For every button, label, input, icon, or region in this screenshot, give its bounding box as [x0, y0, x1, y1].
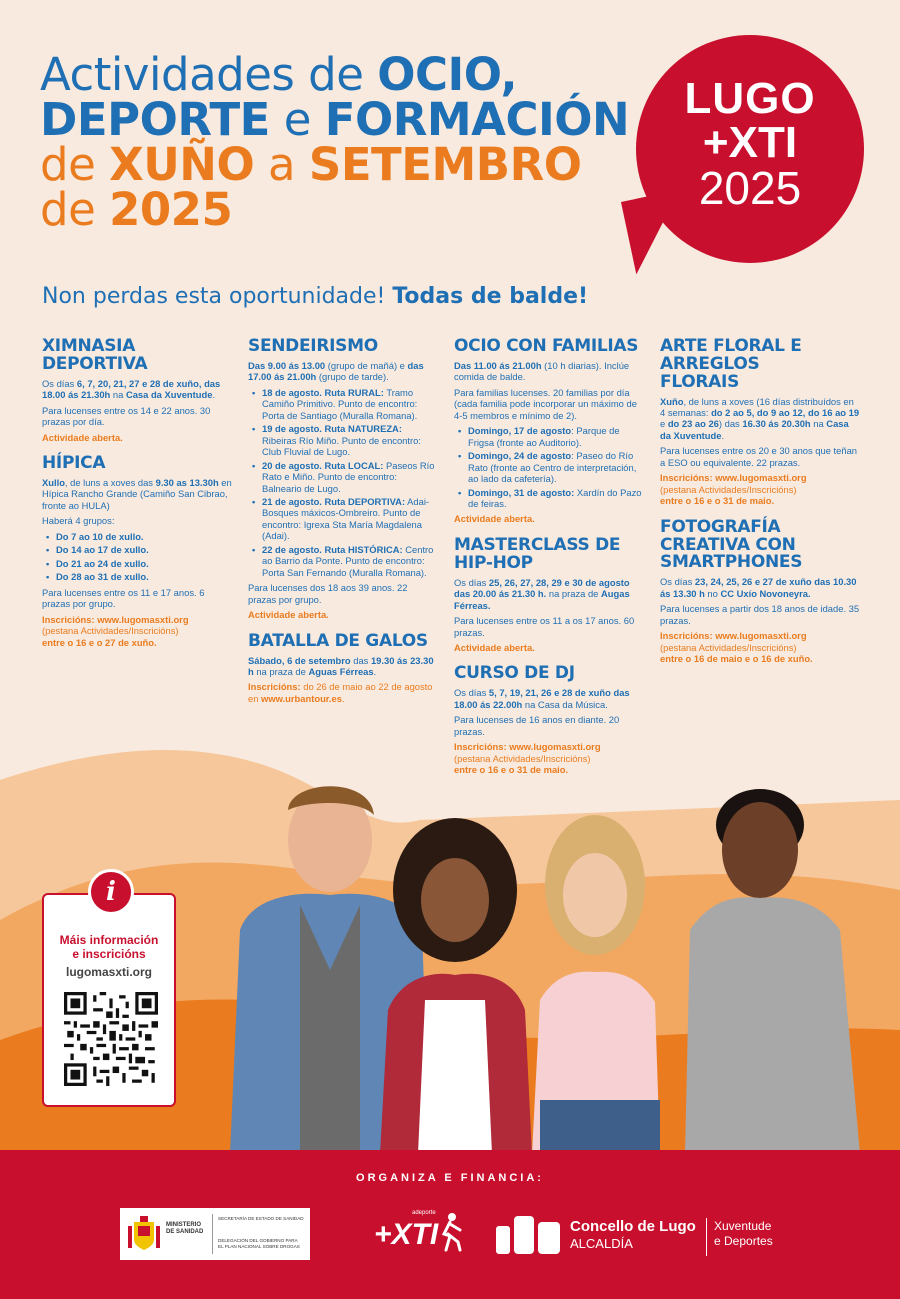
text-bold: Xuño: [660, 395, 684, 407]
activity-schedule: [42, 378, 232, 401]
text-bold: das 17.00 ás 21.00h: [248, 359, 424, 383]
text: Os días: [454, 687, 489, 699]
headline-text: de: [40, 138, 110, 191]
list-item: [454, 450, 644, 484]
coat-of-arms-icon: [128, 1216, 160, 1252]
text-bold: 18 de agosto. Ruta RURAL:: [262, 386, 384, 398]
text-bold: Das 9.00 ás 13.00: [248, 359, 326, 371]
headline-text: e: [269, 93, 325, 146]
text-bold: 19 de agosto. Ruta NATUREZA:: [262, 423, 402, 435]
activity-registration: [42, 614, 232, 648]
badge-line-3: 2025: [698, 162, 802, 214]
text: .: [373, 666, 377, 677]
text: Os días: [660, 576, 695, 588]
activities-column-4: [660, 338, 860, 677]
text-bold: 25, 26, 27, 28, 29 e 30 de agosto das 20.00 ás 21.30 h.: [454, 576, 630, 600]
registration-link[interactable]: Inscricións: www.lugomasxti.org: [660, 630, 807, 642]
headline-line-4: [40, 183, 640, 236]
registration-link[interactable]: www.urbantour.es: [261, 692, 342, 704]
text: Adai-Bosques máxicos-Ombreiro. Punto de encontro: Igrexa Sta María Magdalena (Adai).: [262, 496, 430, 542]
headline-line-3: [40, 138, 640, 191]
text-bold: Das 11.00 ás 21.00h: [454, 359, 542, 371]
list-item: [248, 423, 438, 457]
text: Ribeiras Río Miño. Punto de encontro: Club Fluvial de Lugo.: [262, 434, 421, 458]
runner-icon: [436, 1212, 464, 1252]
xti-logo-small: adeporte: [412, 1210, 436, 1216]
registration-link[interactable]: Inscricións: www.lugomasxti.org: [42, 613, 189, 625]
activity-open-note: Actividade aberta.: [454, 641, 535, 653]
activity-audience: Para lucenses entre os 11 e 17 anos. 6 prazas por grupo.: [42, 586, 205, 610]
activity-batalla-galos: [248, 630, 438, 705]
headline-bold: 2025: [109, 183, 233, 236]
department-line-1: Xuventude: [714, 1219, 772, 1233]
activity-schedule: [660, 396, 860, 442]
text: (pestana Actividades/Inscricións): [660, 641, 797, 653]
text: Os días: [454, 576, 489, 588]
text-bold: Casa da Xuventude: [660, 418, 849, 441]
activity-title: SENDEIRISMO: [248, 336, 378, 356]
activity-title: BATALLA DE GALOS: [248, 630, 428, 651]
info-heading: Máis información e inscricións: [59, 933, 159, 962]
activity-title: ARTE FLORAL E ARREGLOS FLORAIS: [660, 336, 802, 392]
tagline: [42, 284, 588, 309]
headline-bold: OCIO,: [377, 48, 518, 101]
concello-name: Concello de Lugo: [570, 1218, 696, 1235]
alcaldia-label: ALCALDÍA: [570, 1236, 633, 1251]
text: do 26 de maio ao 22 de agosto en: [248, 681, 433, 704]
list-item: [248, 496, 438, 542]
activity-ocio-familias: [454, 338, 644, 525]
info-box: [42, 877, 176, 1107]
tagline-bold: Todas de balde!: [392, 284, 589, 309]
registration-link[interactable]: Inscricións: www.lugomasxti.org: [454, 741, 601, 753]
text: na praza de: [253, 666, 309, 677]
text: na Casa da Música.: [522, 698, 608, 710]
text: e: [660, 418, 668, 430]
text-bold: 16.30 ás 20.30h: [742, 418, 811, 430]
text-bold: entre o 16 e o 27 de xuño.: [42, 636, 157, 648]
text-bold: Inscricións:: [248, 681, 301, 693]
activities-column-1: [42, 338, 232, 660]
text-bold: 20 de agosto. Ruta LOCAL:: [262, 459, 384, 471]
info-website-link[interactable]: lugomasxti.org: [65, 965, 152, 979]
headline-bold: SETEMBRO: [308, 138, 582, 191]
divider: [212, 1214, 213, 1254]
activity-fotografia: [660, 516, 860, 665]
headline-line-2: [40, 93, 640, 146]
badge-line-2: +XTI: [702, 118, 798, 167]
activity-open-note: Actividade aberta.: [42, 431, 123, 443]
headline-text: a: [254, 138, 309, 191]
person-3: [532, 815, 660, 1154]
xti-logo: [374, 1208, 464, 1262]
ministry-name: MINISTERIO DE SANIDAD: [166, 1222, 204, 1236]
activity-title: OCIO CON FAMILIAS: [454, 336, 639, 356]
activity-audience: Para lucenses a partir dos 18 anos de idade. 35 prazas.: [660, 603, 860, 626]
list-item: [248, 460, 438, 494]
text-bold: entre o 16 de maio e o 16 de xuño.: [660, 653, 813, 665]
activity-audience: Para lucenses de 16 anos en diante. 20 prazas.: [454, 714, 620, 737]
text: Xardín do Pazo de feiras.: [468, 486, 642, 509]
list-item: [248, 387, 438, 421]
activity-title: XIMNASIA DEPORTIVA: [42, 336, 148, 374]
info-icon: i: [88, 869, 134, 915]
activity-title: CURSO DE DJ: [454, 663, 575, 684]
activities-column-3: [454, 338, 644, 788]
activity-registration: [660, 472, 860, 506]
activity-schedule: [660, 576, 860, 599]
text-bold: Xullo: [42, 476, 65, 488]
badge-text: [636, 74, 864, 214]
text: en Hípica Rancho Grande (Camiño San Cibrao, fronte ao HULA): [42, 476, 232, 511]
activity-schedule: [248, 655, 438, 678]
text: Centro ao Barrio da Ponte. Punto de encontro: Porta San Fernando (Muralla Romana).: [262, 543, 434, 578]
text-bold: Domingo, 17 de agosto: [468, 425, 572, 437]
text-bold: Casa da Xuventude: [125, 389, 213, 401]
activity-ximnasia: [42, 338, 232, 443]
days-list: [454, 425, 644, 509]
list-item: • Do 14 ao 17 de xullo.: [42, 544, 232, 555]
list-item: • Do 28 ao 31 de xullo.: [42, 571, 232, 582]
lugo-xti-badge: [628, 35, 864, 271]
text-bold: 5, 7, 19, 21, 26 e 28 de xuño das 18.00 ás 22.00h: [454, 687, 630, 710]
activity-title: MASTERCLASS DE HIP-HOP: [454, 534, 621, 573]
text: (grupo de mañá) e: [325, 359, 408, 371]
activity-title: FOTOGRAFÍA CREATIVA CON SMARTPHONES: [660, 516, 803, 573]
activity-hipica: [42, 455, 232, 648]
organizers-label: ORGANIZA E FINANCIA:: [356, 1172, 544, 1184]
text-bold: 6, 7, 20, 21, 27 e 28 de xuño, das 18.00 ás 21.30h: [42, 377, 221, 401]
tagline-text: Non perdas esta oportunidade!: [42, 284, 393, 309]
ministry-sub-2: DELEGACIÓN DEL GOBIERNO PARA EL PLAN NACIONAL SOBRE DROGAS: [218, 1238, 300, 1249]
text-bold: Domingo, 31 de agosto:: [468, 486, 575, 498]
text-bold: entre o 16 e o 31 de maio.: [454, 764, 569, 776]
city-wall-icon: [494, 1212, 564, 1262]
ministry-logo: [120, 1208, 310, 1260]
text: na: [810, 418, 827, 430]
registration-link[interactable]: Inscricións: www.lugomasxti.org: [660, 472, 807, 484]
activity-hiphop: [454, 534, 644, 654]
activity-sendeirismo: [248, 338, 438, 621]
text: (10 h diarias). Inclúe comida de balde.: [454, 359, 630, 383]
activity-schedule: [454, 360, 644, 383]
young-people-photo: [210, 770, 900, 1154]
badge-line-1: LUGO: [684, 74, 816, 123]
activity-registration: [248, 681, 438, 704]
activity-arte-floral: [660, 338, 860, 507]
text: na: [110, 389, 126, 401]
text: .: [212, 389, 216, 401]
department-label: [714, 1219, 773, 1249]
text-bold: CC Uxío Novoneyra.: [720, 587, 811, 599]
footer: [0, 1150, 900, 1299]
text: : Paseo do Río Rato (fronte ao Centro de interpretación, ao lado da cafetería).: [468, 450, 637, 485]
list-item: [454, 487, 644, 510]
text: , de luns a xoves das: [64, 476, 156, 488]
activity-schedule: [454, 577, 644, 611]
text-bold: 19.30 ás 23.30 h: [248, 654, 434, 677]
list-item: • Do 21 ao 24 de xullo.: [42, 558, 232, 569]
text: : Parque de Frigsa (fronte ao Auditorio).: [468, 425, 620, 448]
hipica-groups-list: [42, 531, 232, 583]
ministry-sub-1: SECRETARÍA DE ESTADO DE SANIDAD: [218, 1216, 304, 1221]
text: (pestana Actividades/Inscricións): [42, 625, 179, 637]
text-bold: 9.30 as 13.30h: [155, 476, 219, 488]
headline-bold: DEPORTE: [40, 93, 270, 146]
list-item: • Do 7 ao 10 de xullo.: [42, 531, 232, 542]
activity-schedule: [42, 477, 232, 511]
concello-lugo-logo: [494, 1212, 794, 1262]
headline-line-1: [40, 48, 640, 101]
activity-schedule: [454, 687, 644, 710]
headline-text: Actividades de: [40, 48, 378, 101]
routes-list: [248, 387, 438, 579]
text-bold: 23, 24, 25, 26 e 27 de xuño das 10.30 ás 13.30 h: [660, 576, 857, 599]
text-bold: Domingo, 24 de agosto: [468, 450, 572, 462]
text: ) das: [718, 418, 743, 430]
list-item: [248, 544, 438, 578]
text-bold: Sábado, 6 de setembro: [248, 654, 351, 666]
activity-schedule: [248, 360, 438, 383]
headline-bold: FORMACIÓN: [324, 93, 630, 146]
text-bold: entre o 16 e o 31 de maio.: [660, 495, 775, 507]
headline-bold: XUÑO: [109, 138, 255, 191]
activity-audience: Para lucenses entre os 14 e 22 anos. 30 prazas por día.: [42, 404, 211, 428]
headline-text: de: [40, 183, 110, 236]
text-bold: do 23 ao 26: [667, 418, 719, 430]
activity-open-note: Actividade aberta.: [248, 609, 329, 621]
text: (grupo de tarde).: [316, 371, 389, 383]
person-4: [685, 789, 860, 1154]
list-item: [454, 425, 644, 448]
activity-registration: [660, 630, 860, 664]
text: .: [721, 429, 725, 441]
text: Tramo Camiño Primitivo. Punto de encontro: Porta de Santiago (Muralla Romana).: [262, 386, 418, 421]
text: das: [350, 654, 371, 666]
department-line-2: e Deportes: [714, 1234, 773, 1248]
text: , de luns a xoves (16 días distribuídos en 4 semanas:: [660, 395, 854, 418]
qr-code[interactable]: [64, 992, 158, 1086]
text: na praza de: [546, 588, 601, 600]
activities-column-2: [248, 338, 438, 716]
text: (pestana Actividades/Inscricións): [660, 483, 797, 495]
text-bold: Augas Férreas.: [454, 588, 630, 611]
activity-groups-intro: Haberá 4 grupos:: [42, 515, 115, 527]
headline: [40, 48, 640, 236]
xti-logo-text: +XTI: [374, 1218, 439, 1251]
activity-title: HÍPICA: [42, 453, 106, 474]
activity-audience: Para lucenses entre os 20 e 30 anos que teñan a ESO ou equivalente. 22 prazas.: [660, 445, 858, 468]
activity-audience: Para familias lucenses. 20 familias por día (cada familia pode incorporar un máximo de 4-5 membros e mínimo de 2).: [454, 386, 637, 421]
text: Paseos Río Rato e Miño. Punto de encontro: Balneario de Lugo.: [262, 459, 435, 494]
activity-audience: Para lucenses entre os 11 a os 17 anos. 60 prazas.: [454, 615, 635, 638]
text-bold: 21 de agosto. Ruta DEPORTIVA:: [262, 496, 406, 507]
divider: [706, 1218, 707, 1256]
text-bold: 22 de agosto. Ruta HISTÓRICA:: [262, 543, 403, 555]
text-bold: do 2 ao 5, do 9 ao 12, do 16 ao 19: [711, 407, 860, 418]
text: no: [704, 587, 721, 599]
text: .: [341, 692, 345, 704]
activity-open-note: Actividade aberta.: [454, 513, 535, 525]
text-bold: Aguas Férreas: [308, 666, 374, 677]
text: Os días: [42, 377, 77, 389]
activity-audience: Para lucenses dos 18 aos 39 anos. 22 prazas por grupo.: [248, 582, 408, 605]
text: (pestana Actividades/Inscricións): [454, 752, 591, 764]
